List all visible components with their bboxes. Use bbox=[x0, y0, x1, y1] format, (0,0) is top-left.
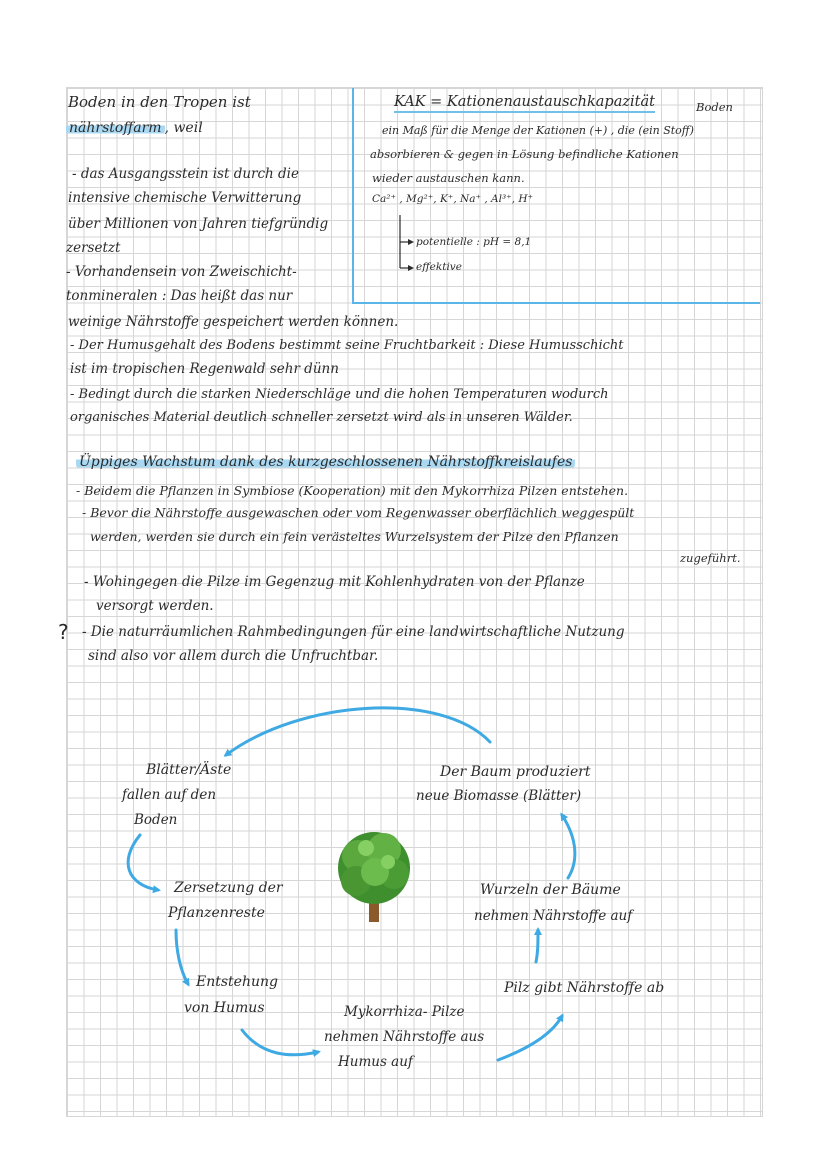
cycle-leaves-2: fallen auf den bbox=[122, 787, 217, 803]
cycle-tree-1: Der Baum produziert bbox=[440, 764, 591, 780]
left-title-rest: , weil bbox=[164, 120, 203, 136]
full-line-1: weinige Nährstoffe gespeichert werden können. bbox=[68, 314, 399, 330]
arrow-decomposition-to-humus bbox=[176, 930, 188, 984]
cycle-mycorrhiza-1: Mykorrhiza- Pilze bbox=[344, 1004, 465, 1020]
left-line-6: tonmineralen : Das heißt das nur bbox=[66, 288, 293, 304]
arrow-leaves-to-decomposition bbox=[128, 835, 158, 890]
section2-line-3: werden, werden sie durch ein fein verästeltes Wurzelsystem der Pilze den Pflanzen bbox=[90, 529, 619, 544]
cycle-decomposition-1: Zersetzung der bbox=[174, 880, 283, 896]
left-line-4: zersetzt bbox=[66, 240, 121, 256]
question-mark: ? bbox=[58, 620, 69, 644]
section2-line-2: - Bevor die Nährstoffe ausgewaschen oder vom Regenwasser oberflächlich weggespült bbox=[82, 505, 635, 520]
section2-line-5: - Wohingegen die Pilze im Gegenzug mit Kohlenhydraten von der Pflanze bbox=[84, 574, 585, 590]
cycle-leaves-1: Blätter/Äste bbox=[146, 762, 232, 778]
left-line-1: - das Ausgangsstein ist durch die bbox=[72, 166, 299, 182]
kak-branch-potentielle: potentielle : pH = 8,1 bbox=[416, 236, 532, 248]
cycle-humus-1: Entstehung bbox=[196, 974, 278, 990]
arrow-tree-to-leaves bbox=[226, 708, 490, 755]
cycle-mycorrhiza-3: Humus auf bbox=[338, 1054, 413, 1070]
arrow-roots-to-tree bbox=[562, 815, 575, 878]
arrow-mycorrhiza-to-fungus bbox=[498, 1016, 562, 1060]
left-line-3: über Millionen von Jahren tiefgründig bbox=[68, 216, 329, 232]
cycle-roots-1: Wurzeln der Bäume bbox=[480, 882, 621, 898]
kak-note-boden: Boden bbox=[696, 100, 733, 114]
full-line-4: - Bedingt durch die starken Niederschläge und die hohen Temperaturen wodurch bbox=[70, 387, 609, 402]
cycle-mycorrhiza-2: nehmen Nährstoffe aus bbox=[324, 1029, 485, 1045]
highlight-naehrstoffarm: nährstoffarm bbox=[66, 120, 165, 136]
section2-line-8: sind also vor allem durch die Unfruchtbar. bbox=[88, 648, 379, 664]
kak-branch-effektive: effektive bbox=[416, 261, 462, 273]
full-line-3: ist im tropischen Regenwald sehr dünn bbox=[70, 361, 339, 377]
full-line-5: organisches Material deutlich schneller zersetzt wird als in unseren Wälder. bbox=[70, 410, 573, 425]
kak-line-2: absorbieren & gegen in Lösung befindliche Kationen bbox=[370, 147, 679, 161]
section2-line-6: versorgt werden. bbox=[96, 598, 214, 614]
section2-heading: Üppiges Wachstum dank des kurzgeschlossenen Nährstoffkreislaufes bbox=[76, 452, 575, 473]
cycle-leaves-3: Boden bbox=[134, 812, 178, 828]
cycle-humus-2: von Humus bbox=[184, 1000, 265, 1016]
cycle-roots-2: nehmen Nährstoffe auf bbox=[474, 908, 633, 924]
kak-branch-lines bbox=[400, 215, 412, 268]
cycle-tree-2: neue Biomasse (Blätter) bbox=[416, 788, 582, 804]
left-title-line1: Boden in den Tropen ist bbox=[68, 93, 251, 111]
section2-line-4: zugeführt. bbox=[680, 551, 741, 565]
kak-line-1: ein Maß für die Menge der Kationen (+) , die (ein Stoff) bbox=[382, 124, 694, 137]
left-line-5: - Vorhandensein von Zweischicht- bbox=[66, 264, 297, 280]
section2-line-7: - Die naturräumlichen Rahmbedingungen für eine landwirtschaftliche Nutzung bbox=[82, 624, 625, 640]
left-line-2: intensive chemische Verwitterung bbox=[68, 190, 302, 206]
kak-title: KAK = Kationenaustauschkapazität bbox=[394, 92, 655, 113]
section2-line-1: - Beidem die Pflanzen in Symbiose (Kooperation) mit den Mykorrhiza Pilzen entstehen. bbox=[76, 483, 629, 498]
full-line-2: - Der Humusgehalt des Bodens bestimmt seine Fruchtbarkeit : Diese Humusschicht bbox=[70, 338, 624, 353]
cycle-fungus-release: Pilz gibt Nährstoffe ab bbox=[504, 980, 665, 996]
kak-line-3: wieder austauschen kann. bbox=[372, 171, 525, 185]
arrow-humus-to-mycorrhiza bbox=[242, 1030, 318, 1055]
cycle-decomposition-2: Pflanzenreste bbox=[168, 905, 265, 921]
arrow-fungus-to-roots bbox=[536, 930, 538, 962]
kak-line-4-ions: Ca²⁺ , Mg²⁺, K⁺, Na⁺ , Al³⁺, H⁺ bbox=[372, 193, 534, 205]
